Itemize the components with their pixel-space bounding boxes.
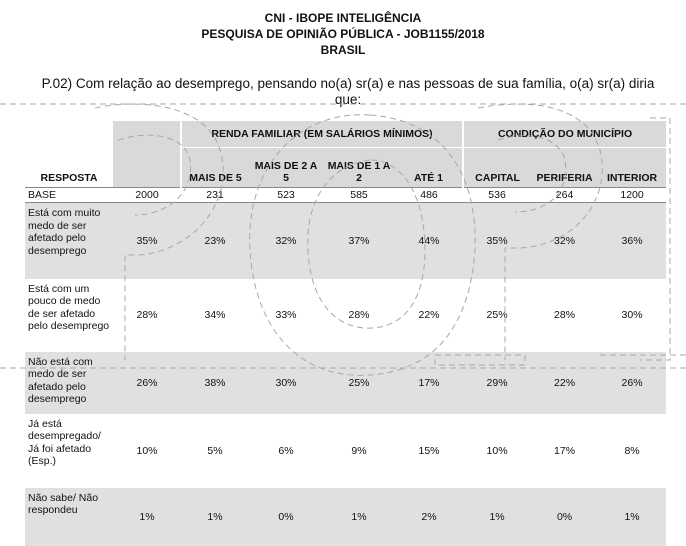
cell-value: 264 [531,188,598,203]
cell-value: 1% [207,510,223,523]
cell-value: 10% [486,444,508,457]
cell-value: 9% [351,444,367,457]
cell-value: 10% [136,444,158,457]
cell-value: 5% [207,444,223,457]
group-header-income: RENDA FAMILIAR (EM SALÁRIOS MÍNIMOS) [181,121,463,148]
cell-value: 25% [348,376,370,389]
row-label: Já está desempregado/ Já foi afetado (Esp.) [28,417,101,467]
row-label: Está com muito medo de ser afetado pelo desemprego [28,207,101,257]
cell-value: 0% [278,510,294,523]
cell-value: 30% [275,376,297,389]
cell-value: 35% [136,234,158,247]
table-row-base [25,188,666,203]
cell-value: 22% [554,376,576,389]
cell-value: 23% [204,234,226,247]
row-label: BASE [25,188,113,203]
col-header-resposta: RESPOSTA [25,148,113,188]
cell-value: 1% [624,510,640,523]
header-region: BRASIL [320,43,366,57]
cell-value: 44% [418,234,440,247]
table-row [25,488,666,546]
cell-value: 28% [136,309,158,321]
cell-value: 2% [421,510,437,523]
cell-value: 35% [486,234,508,247]
col-header-capital: CAPITAL [463,148,531,188]
cell-value: 26% [136,376,158,389]
cell-value: 28% [554,309,576,321]
cell-value: 34% [204,309,226,321]
cell-value: 28% [348,309,370,321]
row-label: Não está com medo de ser afetado pelo desemprego [28,355,93,405]
cell-value: 25% [486,309,508,321]
col-header-mais-de-2-a-5: MAIS DE 2 A 5 [249,148,323,188]
cell-value: 29% [486,376,508,389]
cell-value: 536 [463,188,531,203]
cell-value: 15% [418,444,440,457]
header-subtitle: PESQUISA DE OPINIÃO PÚBLICA - JOB1155/2018 [201,27,485,41]
cell-value: 33% [275,309,297,321]
cell-value: 6% [278,444,294,457]
results-table [25,121,666,546]
col-header-periferia: PERIFERIA [531,148,598,188]
cell-value: 32% [275,234,297,247]
question-text: P.02) Com relação ao desemprego, pensando no(a) sr(a) e nas pessoas de sua família, o(a) sr(a) diria que: [41,76,655,107]
row-label: Está com um pouco de medo de ser afetado pelo desemprego [28,282,110,332]
cell-value: 2000 [113,188,181,203]
cell-value: 22% [418,309,440,321]
col-header-mais-de-5: MAIS DE 5 [181,148,249,188]
cell-value: 38% [204,376,226,389]
corner-cell [25,121,113,148]
row-label: Não sabe/ Não respondeu [28,491,99,516]
cell-value: 1% [351,510,367,523]
col-header-ate-1: ATÉ 1 [395,148,463,188]
header-title: CNI - IBOPE INTELIGÊNCIA [264,11,422,25]
cell-value: 36% [621,234,643,247]
cell-value: 585 [323,188,395,203]
cell-value: 1% [139,510,155,523]
table-row [25,279,666,352]
cell-value: 8% [624,444,640,457]
cell-value: 30% [621,309,643,321]
col-header-interior: INTERIOR [598,148,666,188]
cell-value: 0% [556,510,573,523]
cell-value: 37% [348,234,370,247]
cell-value: 1200 [598,188,666,203]
cell-value: 17% [554,444,576,457]
group-header-city: CONDIÇÃO DO MUNICÍPIO [463,121,666,148]
cell-value: 1% [489,510,505,523]
cell-value: 17% [418,376,440,389]
col-header-mais-de-1-a-2: MAIS DE 1 A 2 [323,148,395,188]
report-header [0,0,686,58]
cell-value: 486 [395,188,463,203]
table-row [25,203,666,279]
cell-value: 26% [621,376,643,389]
cell-value: 523 [249,188,323,203]
table-row [25,352,666,414]
table-row [25,414,666,488]
cell-value: 32% [554,234,576,247]
cell-value: 231 [181,188,249,203]
